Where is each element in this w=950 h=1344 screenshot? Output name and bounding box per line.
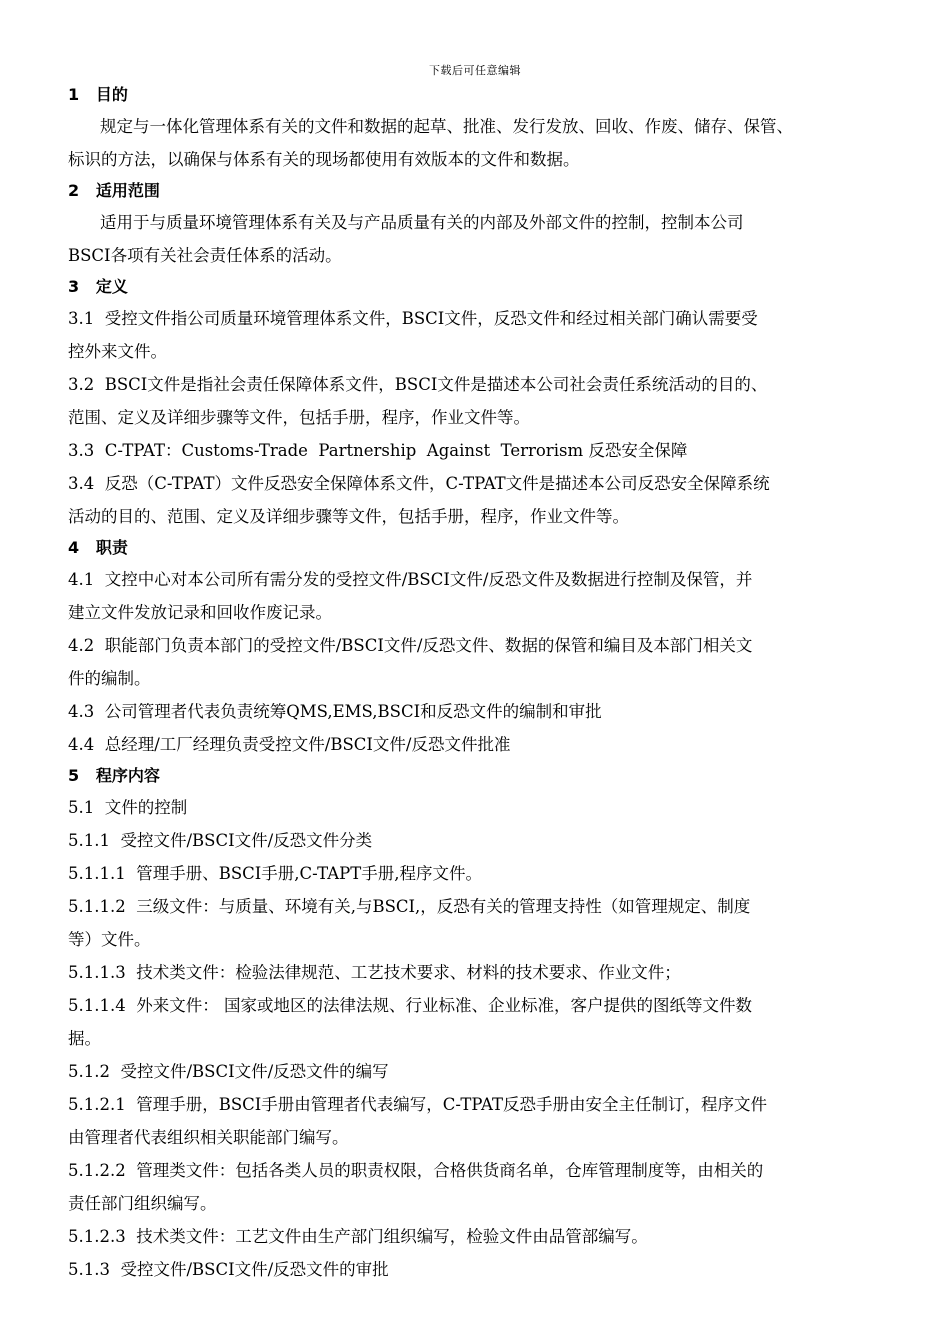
body-line: 件的编制。 bbox=[68, 669, 151, 688]
body-line: 5.1.1 受控文件/BSCI文件/反恐文件分类 bbox=[68, 831, 373, 850]
document-body bbox=[68, 80, 894, 1286]
body-line: 3.1 受控文件指公司质量环境管理体系文件，BSCI文件，反恐文件和经过相关部门确认需要受 bbox=[68, 309, 758, 328]
body-line: 5.1.1.2 三级文件：与质量、环境有关,与BSCI,，反恐有关的管理支持性（如管理规定、制度 bbox=[68, 897, 751, 916]
body-line: 5.1.1.1 管理手册、BSCI手册,C-TAPT手册,程序文件。 bbox=[68, 864, 483, 883]
body-line: 规定与一体化管理体系有关的文件和数据的起草、批准、发行发放、回收、作废、储存、保管、 bbox=[100, 117, 793, 136]
body-line: 5.1.3 受控文件/BSCI文件/反恐文件的审批 bbox=[68, 1260, 389, 1279]
body-line: 标识的方法，以确保与体系有关的现场都使用有效版本的文件和数据。 bbox=[68, 150, 580, 169]
body-line: 范围、定义及详细步骤等文件，包括手册，程序，作业文件等。 bbox=[68, 408, 530, 427]
body-line: 3.4 反恐（C-TPAT）文件反恐安全保障体系文件，C-TPAT文件是描述本公司反恐安全保障系统 bbox=[68, 474, 770, 493]
body-line: 4.3 公司管理者代表负责统筹QMS,EMS,BSCI和反恐文件的编制和审批 bbox=[68, 702, 602, 721]
body-line: 活动的目的、范围、定义及详细步骤等文件，包括手册，程序，作业文件等。 bbox=[68, 507, 629, 526]
body-line: 5.1.2 受控文件/BSCI文件/反恐文件的编写 bbox=[68, 1062, 389, 1081]
body-line: 控外来文件。 bbox=[68, 342, 167, 361]
body-line: 5.1.2.1 管理手册，BSCI手册由管理者代表编写，C-TPAT反恐手册由安全主任制订，程序文件 bbox=[68, 1095, 768, 1114]
section-heading: 4 职责 bbox=[68, 538, 128, 557]
body-line: 5.1 文件的控制 bbox=[68, 798, 188, 817]
body-line: 据。 bbox=[68, 1029, 101, 1048]
body-line: 4.1 文控中心对本公司所有需分发的受控文件/BSCI文件/反恐文件及数据进行控制及保管，并 bbox=[68, 570, 753, 589]
body-line: 等）文件。 bbox=[68, 930, 151, 949]
body-line: 建立文件发放记录和回收作废记录。 bbox=[68, 603, 332, 622]
body-line: 5.1.2.3 技术类文件：工艺文件由生产部门组织编写，检验文件由品管部编写。 bbox=[68, 1227, 648, 1246]
body-line: 由管理者代表组织相关职能部门编写。 bbox=[68, 1128, 349, 1147]
body-line: 5.1.1.4 外来文件： 国家或地区的法律法规、行业标准、企业标准，客户提供的图纸等文件数 bbox=[68, 996, 752, 1015]
body-line: 责任部门组织编写。 bbox=[68, 1194, 217, 1213]
body-line: BSCI各项有关社会责任体系的活动。 bbox=[68, 246, 342, 265]
page-header-note: 下载后可任意编辑 bbox=[429, 64, 521, 77]
body-line: 4.4 总经理/工厂经理负责受控文件/BSCI文件/反恐文件批准 bbox=[68, 735, 511, 754]
body-line: 5.1.1.3 技术类文件：检验法律规范、工艺技术要求、材料的技术要求、作业文件； bbox=[68, 963, 681, 982]
body-line: 4.2 职能部门负责本部门的受控文件/BSCI文件/反恐文件、数据的保管和编目及本部门相关文 bbox=[68, 636, 753, 655]
section-heading: 3 定义 bbox=[68, 277, 128, 296]
body-line: 5.1.2.2 管理类文件：包括各类人员的职责权限，合格供货商名单，仓库管理制度等，由相关的 bbox=[68, 1161, 764, 1180]
body-line: 3.2 BSCI文件是指社会责任保障体系文件，BSCI文件是描述本公司社会责任系统活动的目的、 bbox=[68, 375, 768, 394]
body-line: 3.3 C-TPAT：Customs-Trade Partnership Against Terrorism 反恐安全保障 bbox=[68, 441, 688, 460]
section-heading: 5 程序内容 bbox=[68, 766, 160, 785]
body-line: 适用于与质量环境管理体系有关及与产品质量有关的内部及外部文件的控制，控制本公司 bbox=[100, 213, 744, 232]
section-heading: 1 目的 bbox=[68, 85, 128, 104]
section-heading: 2 适用范围 bbox=[68, 181, 160, 200]
